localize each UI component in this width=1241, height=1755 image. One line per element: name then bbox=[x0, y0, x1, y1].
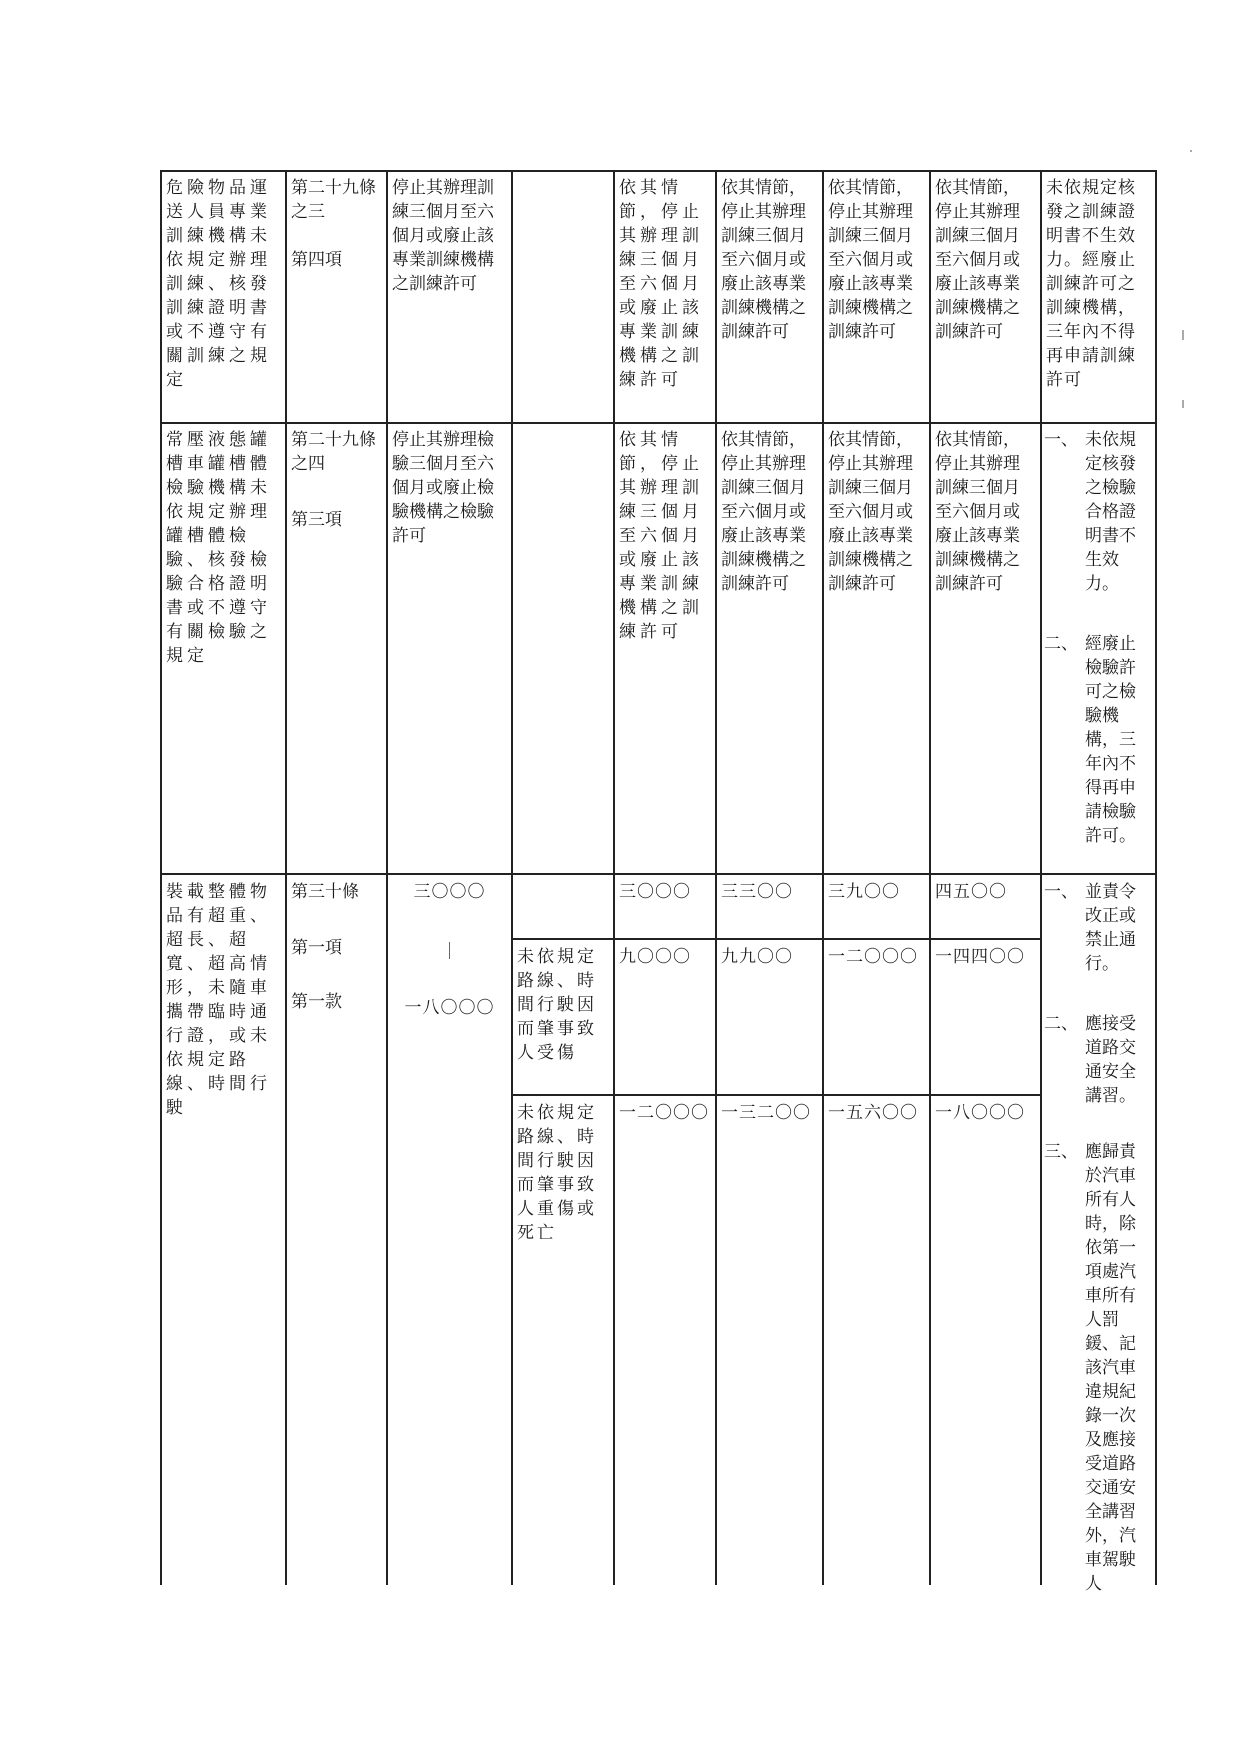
row2-standard-3: 依其情節，停止其辦理訓練三個月至六個月或廢止該專業訓練機構之訓練許可 bbox=[828, 430, 913, 594]
row2-standard-2: 依其情節，停止其辦理訓練三個月至六個月或廢止該專業訓練機構之訓練許可 bbox=[721, 430, 806, 594]
row3-sub1-value-3: 三九〇〇 bbox=[828, 882, 900, 902]
row1-offense: 危險物品運送人員專業訓練機構未依規定辦理訓練、核發訓練證明書或不遵守有關訓練之規定 bbox=[166, 178, 271, 390]
row3-offense: 裝載整體物品有超重、超長、超寬、超高情形，未隨車攜帶臨時通行證，或未依規定路線、時間行駛 bbox=[166, 882, 271, 1118]
row3-penalty-low: 三〇〇〇 bbox=[413, 882, 486, 902]
row1-penalty: 停止其辦理訓練三個月至六個月或廢止該專業訓練機構之訓練許可 bbox=[392, 178, 494, 294]
row3-sub3-value-1: 一二〇〇〇 bbox=[619, 1103, 709, 1123]
row3-note-mark-1: 一、 bbox=[1044, 882, 1078, 902]
row1-standard-3: 依其情節，停止其辦理訓練三個月至六個月或廢止該專業訓練機構之訓練許可 bbox=[828, 178, 913, 342]
row3-note-mark-3: 三、 bbox=[1044, 1142, 1078, 1162]
row3-sub2-value-1: 九〇〇〇 bbox=[619, 947, 691, 967]
row2-offense: 常壓液態罐槽車罐槽體檢驗機構未依規定辦理罐槽體檢驗、核發檢驗合格證明書或不遵守有關檢驗之規定 bbox=[166, 430, 271, 666]
row3-note-3: 應歸責於汽車所有人時，除依第一項處汽車所有人罰鍰、記該汽車違規紀錄一次及應接受道路交通安全講習外，汽車駕駛人 bbox=[1085, 1142, 1136, 1594]
row1-note: 未依規定核發之訓練證明書不生效力。經廢止訓練許可之訓練機構，三年內不得再申請訓練許可 bbox=[1046, 178, 1136, 390]
row3-sub3-value-4: 一八〇〇〇 bbox=[935, 1103, 1025, 1123]
scan-speck bbox=[1182, 330, 1184, 340]
row1-standard-4: 依其情節，停止其辦理訓練三個月至六個月或廢止該專業訓練機構之訓練許可 bbox=[935, 178, 1020, 342]
subrow-divider-2 bbox=[511, 1094, 1042, 1096]
row2-note-2: 經廢止檢驗許可之檢驗機構，三年內不得再申請檢驗許可。 bbox=[1085, 634, 1136, 846]
row3-note-mark-2: 二、 bbox=[1044, 1014, 1078, 1034]
row3-sub1-value-1: 三〇〇〇 bbox=[619, 882, 691, 902]
row2-note-mark-1: 一、 bbox=[1044, 430, 1078, 450]
row2-article-item: 第三項 bbox=[291, 510, 342, 530]
row3-sub1-value-2: 三三〇〇 bbox=[721, 882, 793, 902]
row2-note-mark-2: 二、 bbox=[1044, 634, 1078, 654]
row3-sub3-condition: 未依規定路線、時間行駛因而肇事致人重傷或死亡 bbox=[517, 1103, 597, 1243]
subrow-divider-1 bbox=[511, 938, 1042, 940]
row-divider-2 bbox=[160, 873, 1157, 875]
row2-article-name: 第二十九條之四 bbox=[291, 430, 376, 474]
row3-article-clause: 第一款 bbox=[291, 992, 342, 1012]
row3-sub2-value-3: 一二〇〇〇 bbox=[828, 947, 918, 967]
row2-standard-1: 依其情節，停止其辦理訓練三個月至六個月或廢止該專業訓練機構之訓練許可 bbox=[619, 430, 703, 642]
row1-standard-2: 依其情節，停止其辦理訓練三個月至六個月或廢止該專業訓練機構之訓練許可 bbox=[721, 178, 806, 342]
row3-note-2: 應接受道路交通安全講習。 bbox=[1085, 1014, 1136, 1106]
row2-note-1: 未依規定核發之檢驗合格證明書不生效力。 bbox=[1085, 430, 1136, 594]
scan-speck bbox=[1190, 150, 1192, 152]
row3-sub3-value-2: 一三二〇〇 bbox=[721, 1103, 811, 1123]
row3-sub3-value-3: 一五六〇〇 bbox=[828, 1103, 918, 1123]
row3-sub2-value-2: 九九〇〇 bbox=[721, 947, 793, 967]
row3-article-name: 第三十條 bbox=[291, 882, 359, 902]
row1-article-name: 第二十九條之三 bbox=[291, 178, 376, 222]
row3-note-1: 並責令改正或禁止通行。 bbox=[1085, 882, 1136, 974]
row1-article-item: 第四項 bbox=[291, 250, 342, 270]
col-border-right bbox=[1155, 170, 1157, 1585]
row-divider-1 bbox=[160, 422, 1157, 424]
row3-sub2-value-4: 一四四〇〇 bbox=[935, 947, 1025, 967]
row1-standard-1: 依其情節，停止其辦理訓練三個月至六個月或廢止該專業訓練機構之訓練許可 bbox=[619, 178, 703, 390]
table-border-top bbox=[160, 170, 1157, 172]
row3-penalty-high: 一八〇〇〇 bbox=[404, 998, 495, 1018]
row2-standard-4: 依其情節，停止其辦理訓練三個月至六個月或廢止該專業訓練機構之訓練許可 bbox=[935, 430, 1020, 594]
row3-penalty-dash: ｜ bbox=[441, 942, 458, 962]
row3-sub1-value-4: 四五〇〇 bbox=[935, 882, 1007, 902]
row2-penalty: 停止其辦理檢驗三個月至六個月或廢止檢驗機構之檢驗許可 bbox=[392, 430, 494, 546]
row3-article-item: 第一項 bbox=[291, 938, 342, 958]
row3-sub2-condition: 未依規定路線、時間行駛因而肇事致人受傷 bbox=[517, 947, 597, 1063]
scan-speck bbox=[1182, 400, 1184, 408]
row3-sub1-condition bbox=[513, 878, 613, 882]
